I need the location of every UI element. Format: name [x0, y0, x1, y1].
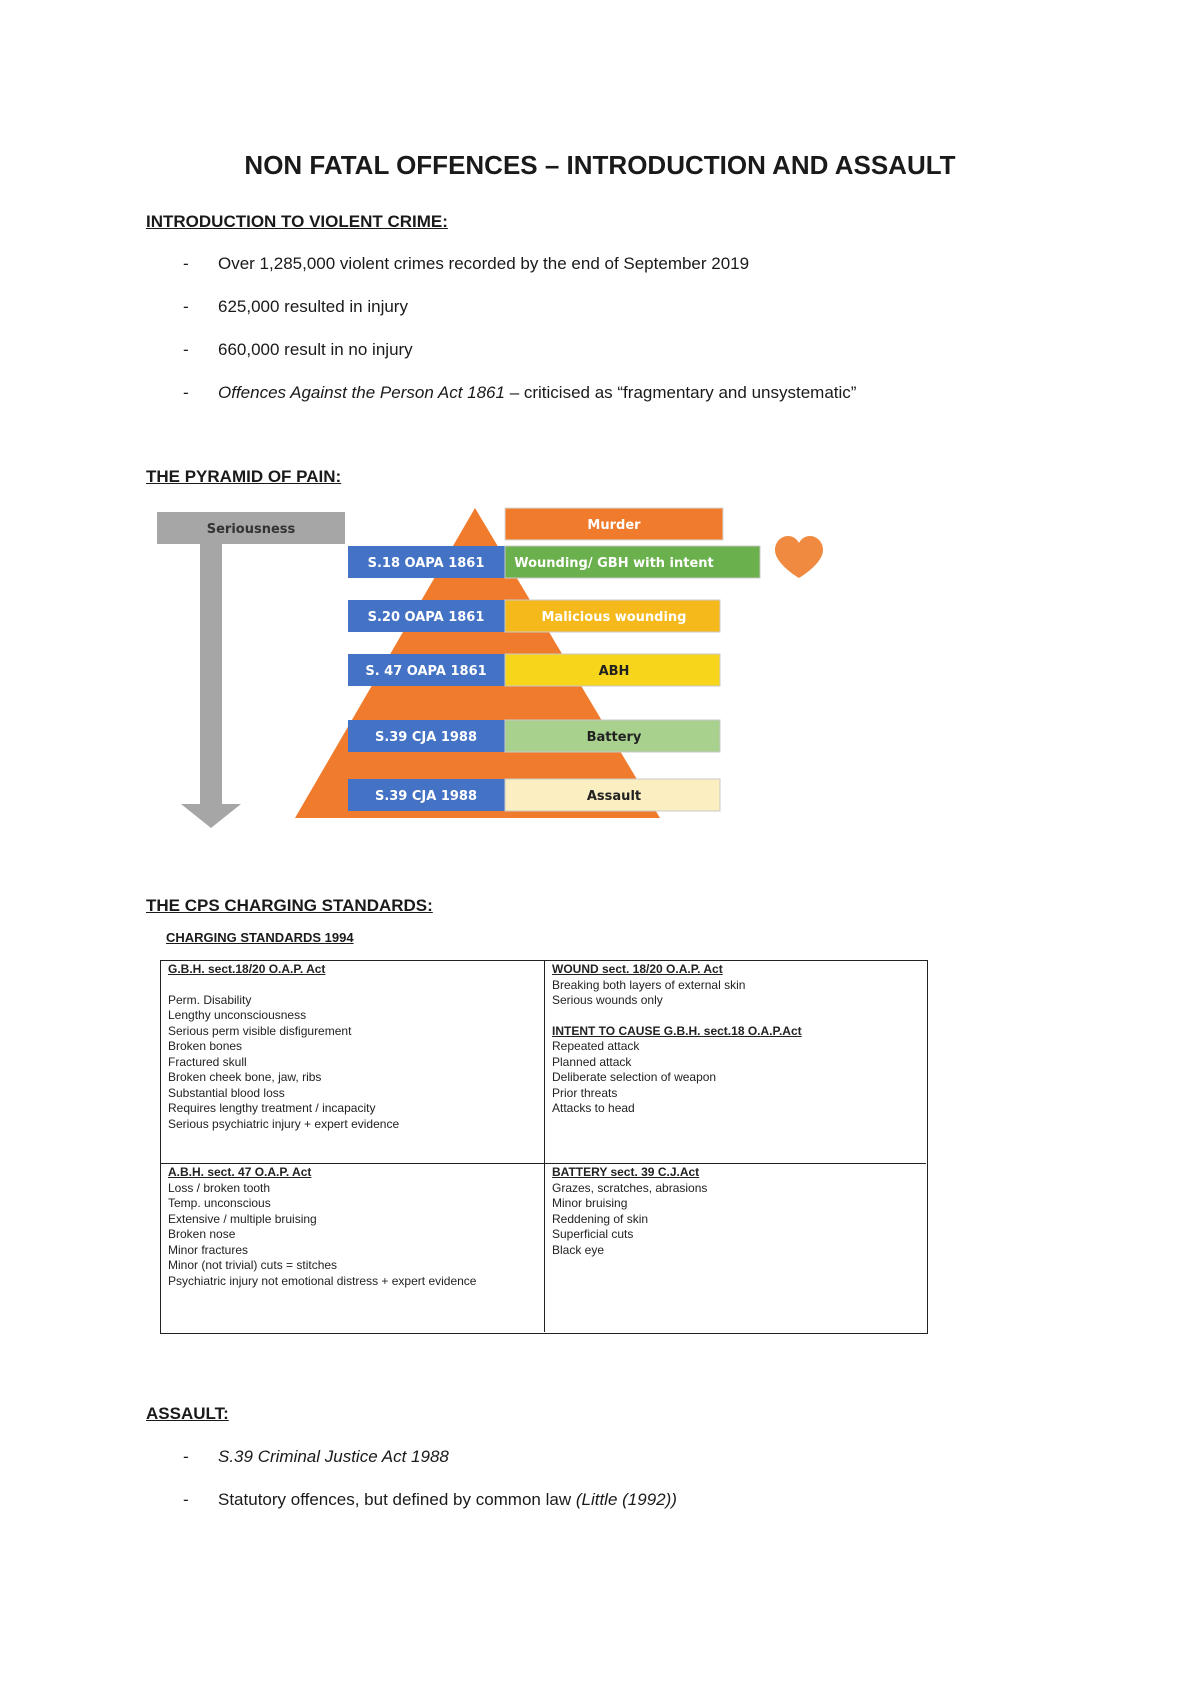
intro-heading: INTRODUCTION TO VIOLENT CRIME:: [146, 212, 448, 231]
bullet-text: Over 1,285,000 violent crimes recorded by the end of September 2019: [218, 254, 750, 273]
seriousness-label: Seriousness: [206, 522, 296, 537]
bullet-text: Statutory offences, but defined by common law: [218, 1490, 576, 1509]
offence-label: Assault: [586, 789, 642, 804]
section-label: S.39 CJA 1988: [374, 730, 478, 745]
cps-heading: THE CPS CHARGING STANDARDS:: [146, 896, 433, 915]
bullet-text: 660,000 result in no injury: [218, 340, 413, 359]
intent-item: Repeated attack: [552, 1039, 640, 1053]
intent-item: Prior threats: [552, 1085, 618, 1100]
gbh-item: Serious perm visible disfigurement: [168, 1023, 352, 1038]
section-label: S.20 OAPA 1861: [367, 610, 485, 625]
gbh-heading: G.B.H. sect.18/20 O.A.P. Act: [168, 962, 326, 976]
battery-item: Minor bruising: [552, 1196, 628, 1210]
wound-item: Breaking both layers of external skin: [552, 977, 746, 992]
gbh-item: Requires lengthy treatment / incapacity: [168, 1101, 376, 1115]
abh-item: Extensive / multiple bruising: [168, 1211, 317, 1226]
battery-item: Black eye: [552, 1242, 605, 1257]
wound-heading: WOUND sect. 18/20 O.A.P. Act: [552, 962, 723, 976]
gbh-item: Lengthy unconsciousness: [168, 1008, 307, 1022]
pyramid-of-pain-figure: [155, 500, 835, 835]
act-title: Offences Against the Person Act 1861: [218, 383, 505, 402]
battery-item: Reddening of skin: [552, 1211, 649, 1226]
case-citation: (Little (1992)): [575, 1490, 677, 1509]
murder-label: Murder: [587, 518, 641, 533]
pyramid-heading: THE PYRAMID OF PAIN:: [146, 467, 342, 486]
intent-list: [552, 1039, 919, 1117]
abh-heading: A.B.H. sect. 47 O.A.P. Act: [168, 1165, 312, 1179]
abh-item: Minor (not trivial) cuts = stitches: [168, 1258, 338, 1272]
offence-label: ABH: [598, 664, 630, 679]
intent-heading: INTENT TO CAUSE G.B.H. sect.18 O.A.P.Act: [552, 1023, 802, 1038]
section-label: S. 47 OAPA 1861: [365, 664, 487, 679]
gbh-item: Broken bones: [168, 1039, 243, 1053]
arrow-down-icon: [181, 804, 241, 828]
page-title: NON FATAL OFFENCES – INTRODUCTION AND ASSAULT: [244, 150, 956, 180]
pyramid-svg: [155, 500, 835, 835]
battery-item: Superficial cuts: [552, 1227, 634, 1241]
intent-item: Planned attack: [552, 1054, 632, 1069]
act-title: S.39 Criminal Justice Act 1988: [218, 1447, 449, 1466]
arrow-shaft: [200, 544, 222, 806]
bullet-text: – criticised as “fragmentary and unsystematic”: [504, 383, 857, 402]
section-label: S.18 OAPA 1861: [367, 556, 485, 571]
bullet-text: 625,000 resulted in injury: [218, 297, 408, 316]
abh-cell: [161, 1164, 545, 1332]
intent-item: Deliberate selection of weapon: [552, 1070, 717, 1084]
charging-standards-caption: CHARGING STANDARDS 1994: [166, 930, 354, 945]
section-label: S.39 CJA 1988: [374, 789, 478, 804]
battery-list: [552, 1181, 919, 1259]
gbh-cell: [161, 961, 545, 1164]
gbh-list: [168, 993, 537, 1133]
assault-heading: ASSAULT:: [146, 1404, 229, 1423]
wound-list: [552, 978, 919, 1009]
charging-standards-table: [160, 960, 928, 1334]
gbh-item: Fractured skull: [168, 1054, 247, 1069]
battery-cell: [545, 1164, 926, 1332]
wound-cell: [545, 961, 926, 1164]
abh-item: Minor fractures: [168, 1242, 249, 1257]
abh-list: [168, 1181, 537, 1290]
battery-item: Grazes, scratches, abrasions: [552, 1180, 708, 1195]
gbh-item: Broken cheek bone, jaw, ribs: [168, 1070, 322, 1084]
intent-item: Attacks to head: [552, 1101, 635, 1115]
gbh-item: Substantial blood loss: [168, 1085, 285, 1100]
heart-icon: [775, 536, 823, 578]
gbh-item: Perm. Disability: [168, 992, 252, 1007]
wound-item: Serious wounds only: [552, 993, 663, 1007]
abh-item: Loss / broken tooth: [168, 1180, 271, 1195]
offence-label: Malicious wounding: [541, 610, 687, 625]
abh-item: Broken nose: [168, 1227, 236, 1241]
offence-label: Wounding/ GBH with intent: [514, 556, 714, 571]
abh-item: Temp. unconscious: [168, 1196, 271, 1210]
offence-label: Battery: [586, 730, 642, 745]
abh-item: Psychiatric injury not emotional distress + expert evidence: [168, 1273, 477, 1288]
gbh-item: Serious psychiatric injury + expert evidence: [168, 1116, 400, 1131]
battery-heading: BATTERY sect. 39 C.J.Act: [552, 1165, 700, 1179]
